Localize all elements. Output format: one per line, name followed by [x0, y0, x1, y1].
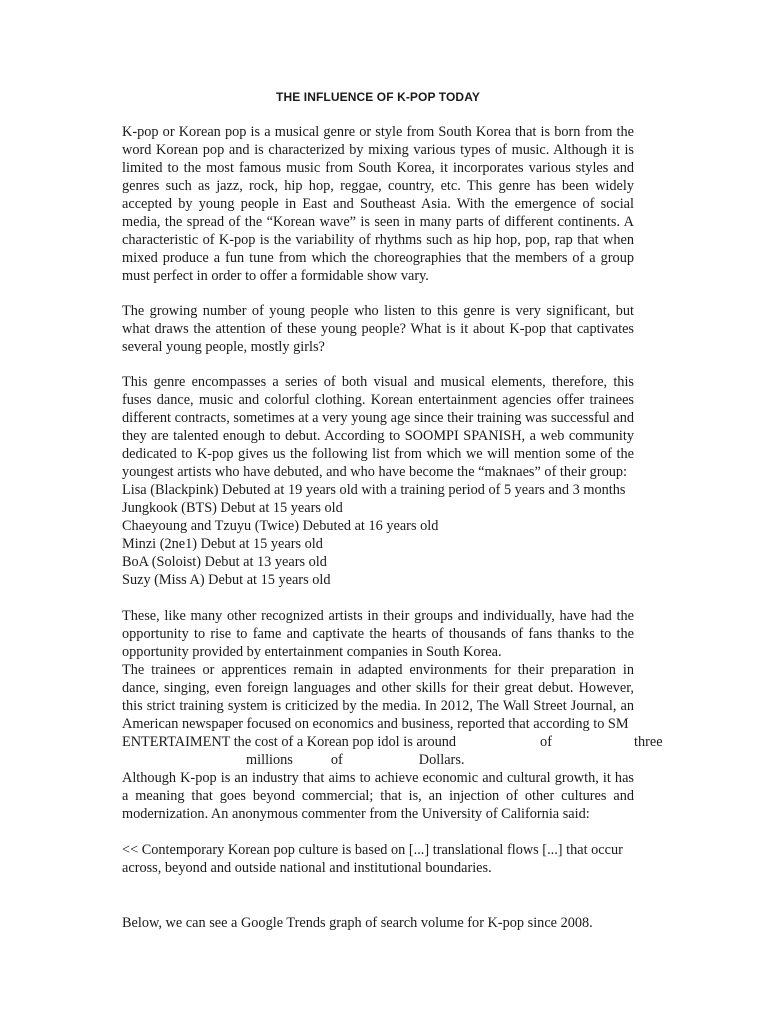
- block-quote: << Contemporary Korean pop culture is based on [...] translational flows [...] that occur across, beyond and outside national and institutional boundaries.: [122, 842, 623, 876]
- paragraph-intro: K-pop or Korean pop is a musical genre or style from South Korea that is born from the word Korean pop and is characterized by mixing various types of music. Although it is limited to the most famous music from South Korea, it incorporates various styles and genres such as jazz, rock, hip hop, reggae, country, etc. This genre has been widely accepted by young people in East and Southeast Asia. With the emergence of social media, the spread of the “Korean wave” is seen in many parts of different continents. A characteristic of K-pop is the variability of rhythms such as hip hop, pop, rap that when mixed produce a fun tune from which the choreographies that the members of a group must perfect in order to offer a formidable show vary.: [122, 124, 634, 284]
- paragraph-trainees-line-a: [122, 733, 663, 751]
- paragraph-question: The growing number of young people who listen to this genre is very significant, but what draws the attention of these young people? What is it about K-pop that captivates several young people, mostly girls?: [122, 303, 634, 355]
- paragraph-trainees: The trainees or apprentices remain in adapted environments for their preparation in dance, singing, even foreign languages and other skills for their great debut. However, this strict training system is criticized by the media. In 2012, The Wall Street Journal, an American newspaper focused on economics and business, reported that according to SM: [122, 662, 634, 732]
- paragraph-genre: This genre encompasses a series of both visual and musical elements, therefore, this fuses dance, music and colorful clothing. Korean entertainment agencies offer trainees different contracts, sometimes at a very young age since their training was successful and they are talented enough to debut. According to SOOMPI SPANISH, a web community dedicated to K-pop gives us the following list from which we will mention some of the youngest artists who have debuted, and who have become the “maknaes” of their group:: [122, 374, 634, 480]
- debut-list: [122, 481, 634, 589]
- paragraph-beyond-commercial: Although K-pop is an industry that aims to achieve economic and cultural growth, it has a meaning that goes beyond commercial; that is, an injection of other cultures and modernization. An anonymous commenter from the University of California said:: [122, 770, 634, 822]
- list-item: Minzi (2ne1) Debut at 15 years old: [122, 536, 323, 552]
- list-item: BoA (Soloist) Debut at 13 years old: [122, 554, 327, 570]
- list-item: Lisa (Blackpink) Debuted at 19 years old with a training period of 5 years and 3 months: [122, 482, 626, 498]
- document-title: THE INFLUENCE OF K-POP TODAY: [276, 90, 480, 104]
- paragraph-closing: Below, we can see a Google Trends graph of search volume for K-pop since 2008.: [122, 915, 593, 931]
- paragraph-trainees-line-b: [122, 751, 634, 769]
- list-item: Jungkook (BTS) Debut at 15 years old: [122, 500, 343, 516]
- list-item: Chaeyoung and Tzuyu (Twice) Debuted at 16 years old: [122, 518, 439, 534]
- cost-line-text: ENTERTAIMENT the cost of a Korean pop idol is around of three: [122, 734, 663, 750]
- cost-line-text: millions of Dollars.: [246, 752, 465, 768]
- paragraph-recognized: These, like many other recognized artists in their groups and individually, have had the opportunity to rise to fame and captivate the hearts of thousands of fans thanks to the opportunity provided by entertainment companies in South Korea.: [122, 608, 634, 660]
- list-item: Suzy (Miss A) Debut at 15 years old: [122, 572, 331, 588]
- document-page: [122, 90, 663, 932]
